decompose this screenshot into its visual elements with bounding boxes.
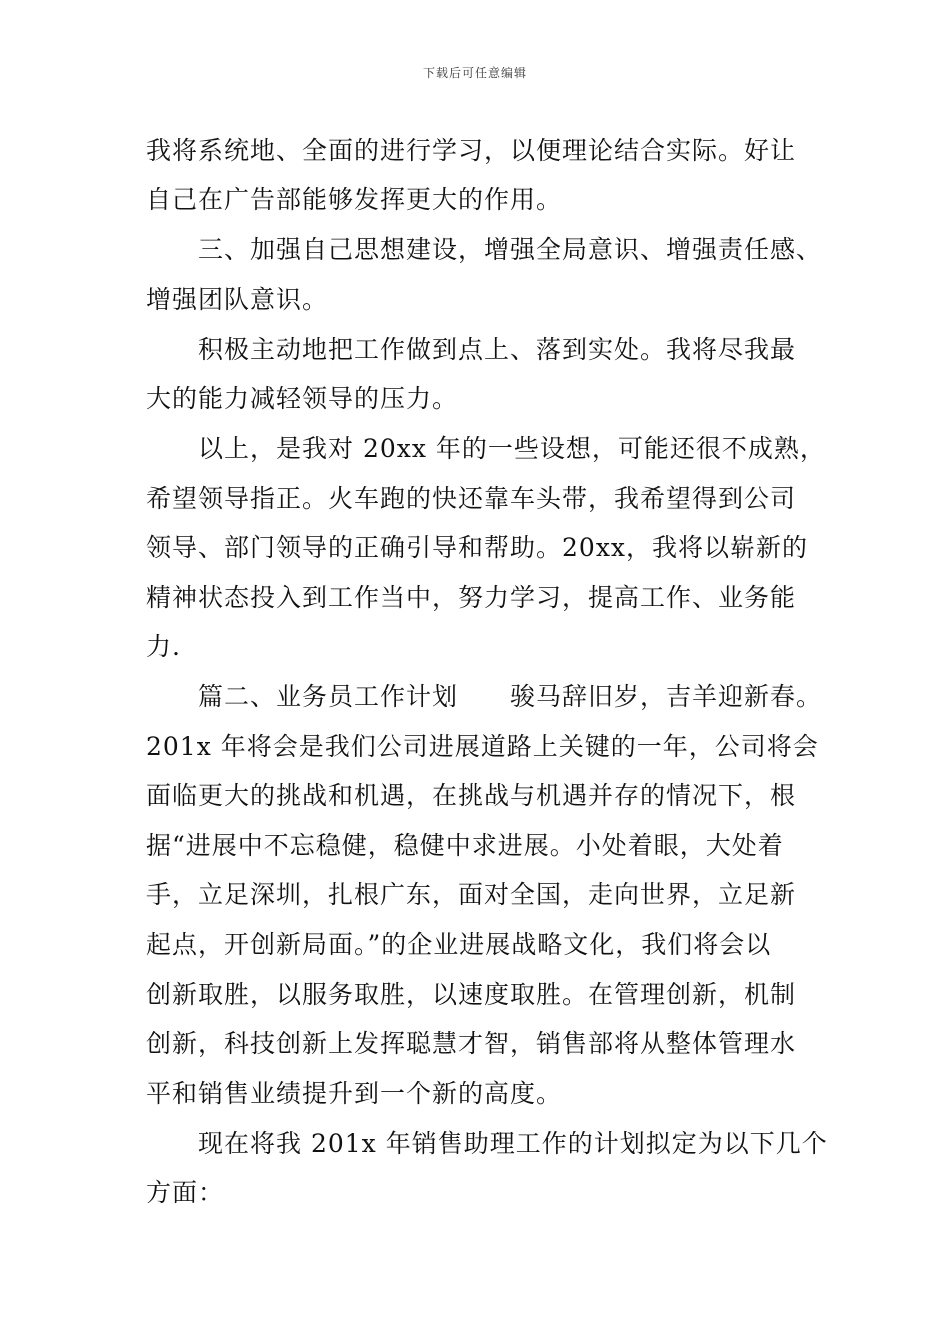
- text-line: 现在将我 201x 年销售助理工作的计划拟定为以下几个: [198, 1129, 828, 1158]
- text-line: 希望领导指正。火车跑的快还靠车头带，我希望得到公司: [146, 484, 797, 513]
- text-line: 据“进展中不忘稳健，稳健中求进展。小处着眼，大处着: [146, 831, 784, 860]
- text-line: 篇二、业务员工作计划 骏马辞旧岁，吉羊迎新春。: [198, 682, 823, 711]
- text-line: 增强团队意识。: [146, 285, 329, 314]
- text-line: 创新，科技创新上发挥聪慧才智，销售部将从整体管理水: [146, 1029, 797, 1058]
- text-line: 我将系统地、全面的进行学习，以便理论结合实际。好让: [146, 136, 797, 165]
- text-line: 积极主动地把工作做到点上、落到实处。我将尽我最: [198, 335, 797, 364]
- text-line: 领导、部门领导的正确引导和帮助。20xx，我将以崭新的: [146, 533, 809, 562]
- text-line: 大的能力减轻领导的压力。: [146, 384, 459, 413]
- text-line: 平和销售业绩提升到一个新的高度。: [146, 1079, 563, 1108]
- text-line: 精神状态投入到工作当中，努力学习，提高工作、业务能: [146, 583, 797, 612]
- text-line: 面临更大的挑战和机遇，在挑战与机遇并存的情况下，根: [146, 781, 797, 810]
- text-line: 力.: [146, 632, 181, 661]
- text-line: 201x 年将会是我们公司进展道路上关键的一年，公司将会: [146, 732, 819, 761]
- text-line: 起点，开创新局面。”的企业进展战略文化，我们将会以: [146, 930, 772, 959]
- text-line: 方面：: [146, 1178, 225, 1207]
- text-line: 创新取胜，以服务取胜，以速度取胜。在管理创新，机制: [146, 980, 797, 1009]
- text-line: 三、加强自己思想建设，增强全局意识、增强责任感、: [198, 235, 823, 264]
- text-line: 以上，是我对 20xx 年的一些设想，可能还很不成熟，: [198, 434, 826, 463]
- text-line: 自己在广告部能够发挥更大的作用。: [146, 185, 563, 214]
- text-line: 手，立足深圳，扎根广东，面对全国，走向世界，立足新: [146, 880, 797, 909]
- page-header: 下载后可任意编辑: [422, 66, 527, 80]
